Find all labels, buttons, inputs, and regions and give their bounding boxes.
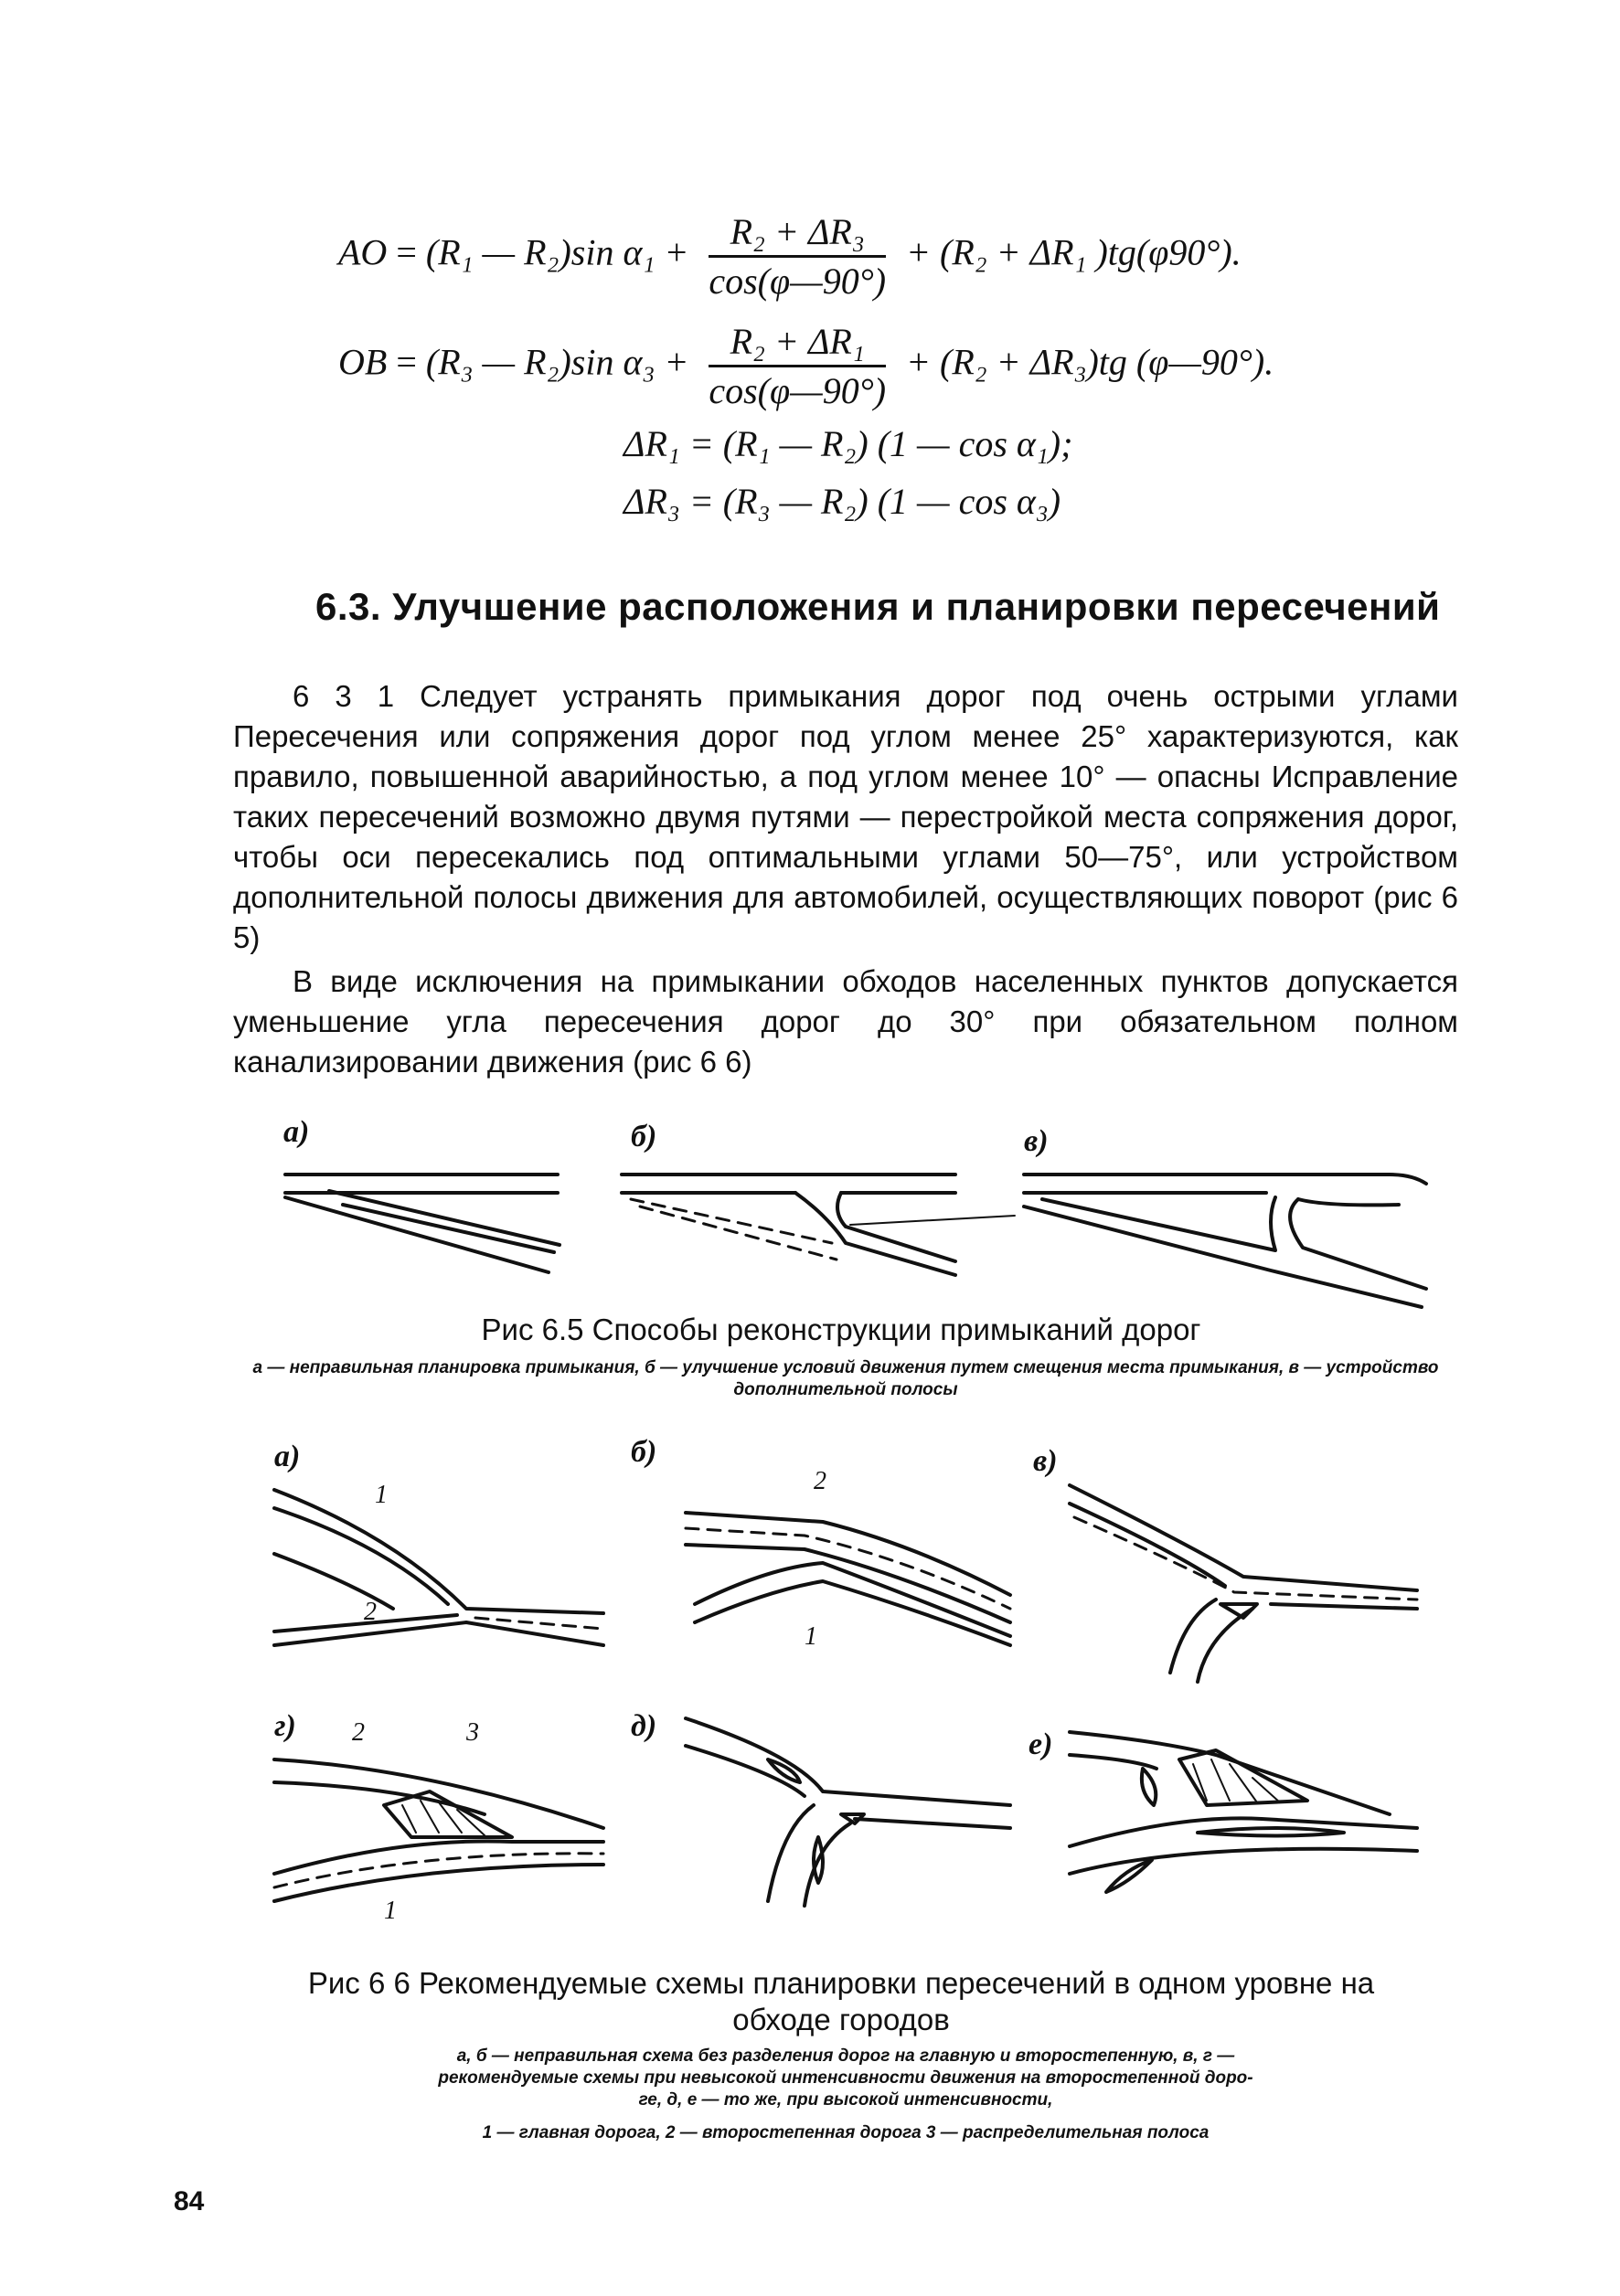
formula-ob-denominator: cos(φ—90°) (709, 370, 887, 411)
formula-ob-numerator: R₂ + ΔR₁ (709, 320, 886, 367)
section-heading: 6.3. Улучшение расположения и планировки пересечений (315, 585, 1441, 628)
fig66b-number-2: 2 (814, 1467, 826, 1495)
fig66b-branch-edge-2 (695, 1581, 1010, 1645)
fig66-label-e: е) (1028, 1727, 1053, 1761)
fig66-label-a: а) (274, 1440, 301, 1473)
fig66d-road-edge-3 (855, 1819, 1010, 1828)
fig66a-main-road-edge-3 (274, 1554, 393, 1609)
fig66b-centerline-dashed (686, 1528, 1010, 1609)
fig66e-island-lower (1198, 1828, 1344, 1836)
fig66g-island-hatching (402, 1801, 485, 1835)
fig66d-road-edge-2 (686, 1746, 805, 1796)
fig66g-centerline-dashed (274, 1854, 603, 1887)
formula-ob-part1: (R₃ — R₂)sin α₃ + (425, 341, 689, 383)
fig65-label-a: а) (283, 1115, 310, 1149)
fig66e-island-left (1142, 1769, 1156, 1805)
fig66g-main-road-edge-2 (274, 1782, 485, 1814)
formula-ob-lhs: OB (338, 341, 388, 383)
fig66-label-b: б) (631, 1435, 657, 1469)
fig66e-island-hatching (1193, 1759, 1280, 1802)
fig66d-island-3 (841, 1814, 864, 1823)
fig66v-island (1220, 1604, 1257, 1618)
formula-ao-numerator: R₂ + ΔR₃ (709, 210, 886, 258)
fig66v-branch-edge-2 (1198, 1609, 1252, 1682)
fig66e-road-edge-3 (1070, 1818, 1417, 1846)
formula-ao-eq: = (396, 231, 417, 273)
fig66b-branch-edge-1 (695, 1563, 1010, 1636)
formula-ob-part2: + (R₂ + ΔR₃)tg (φ—90°). (906, 341, 1274, 383)
fig66b-number-1: 1 (805, 1622, 817, 1651)
fig66-legend-line3: ге, д, е — то же, при высокой интенсивности, (638, 2090, 1053, 2110)
paragraph-exception: В виде исключения на примыкании обходов населенных пунктов допускается уменьшение угла пересечения дорог до 30° при обязательном полном канализировании движения (рис 6 6) (233, 964, 1458, 1079)
fig66-legend-line1: а, б — неправильная схема без разделения дорог на главную и второстепенную, в, г — (456, 2046, 1235, 2066)
formula-ao-part1: (R₁ — R₂)sin α₁ + (425, 231, 689, 273)
fig66b-road-edge-1 (686, 1513, 1010, 1595)
fig66a-number-2: 2 (364, 1598, 377, 1626)
fig66g-main-road-edge-1 (274, 1759, 603, 1828)
formula-delta-r3: ΔR₃ = (R₃ — R₂) (1 — cos α₃) (623, 481, 1061, 522)
fig66-caption-line1: Рис 6 6 Рекомендуемые схемы планировки пересечений в одном уровне на (307, 1966, 1375, 2000)
fig66g-main-road-edge-3 (274, 1841, 603, 1874)
fig66g-main-road-edge-4 (274, 1865, 603, 1901)
fig65-label-v: в) (1024, 1124, 1049, 1158)
fig66b-road-edge-2 (686, 1545, 1010, 1622)
fig66g-number-2: 2 (352, 1718, 365, 1747)
fig66v-main-road-edge-3 (1271, 1604, 1417, 1609)
page-number: 84 (174, 2186, 205, 2216)
fig66e-road-edge-1 (1070, 1732, 1390, 1814)
fig66-label-g: г) (274, 1709, 296, 1743)
fig66-legend-line4: 1 — главная дорога, 2 — второстепенная дорога 3 — распределительная полоса (482, 2123, 1210, 2142)
fig65-legend: а — неправильная планировка примыкания, б — улучшение условий движения путем смещения места примыкания, в — устройство дополнительной полосы (252, 1358, 1439, 1399)
formula-delta-r1: ΔR₁ = (R₁ — R₂) (1 — cos α₁); (623, 423, 1073, 464)
formula-ao-denominator: cos(φ—90°) (709, 260, 887, 302)
fig66g-number-1: 1 (384, 1897, 397, 1925)
formula-ao-lhs: AO (338, 231, 388, 273)
fig66d-branch-edge-2 (805, 1823, 850, 1906)
fig66-legend-line2: рекомендуемые схемы при невысокой интенсивности движения на второстепенной доро- (438, 2068, 1253, 2088)
fig66v-branch-edge-1 (1170, 1600, 1216, 1673)
paragraph-631: 6 3 1 Следует устранять примыкания дорог под очень острыми углами Пересечения или сопряжения дорог под углом менее 25° характеризуются, как правило, повышенной аварийностью, а под углом менее 10° — опасны Исправление таких пересечений возможно двумя путями — перестройкой места сопряжения дорог, чтобы оси пересекались под оптимальными углами 50—75°, или устройством дополнительной полосы движения для автомобилей, осуществляющих поворот (рис 6 5) (233, 679, 1458, 954)
formula-ob-eq: = (396, 341, 417, 383)
fig66-label-v: в) (1033, 1444, 1058, 1478)
fig66-caption-line2: обходе городов (732, 2003, 950, 2036)
fig66-label-d: д) (631, 1709, 657, 1743)
fig66e-road-edge-4 (1070, 1849, 1417, 1874)
fig66a-branch-edge-2 (274, 1615, 457, 1632)
fig66v-main-road-edge-2 (1070, 1504, 1225, 1586)
fig65-label-b: б) (631, 1120, 657, 1153)
fig66a-number-1: 1 (375, 1481, 388, 1509)
fig66e-road-edge-2 (1070, 1755, 1156, 1769)
formula-ao-part2: + (R₂ + ΔR₁ )tg(φ90°). (906, 231, 1242, 273)
fig66g-number-3: 3 (466, 1718, 479, 1747)
fig65-caption: Рис 6.5 Способы реконструкции примыканий дорог (481, 1313, 1201, 1346)
